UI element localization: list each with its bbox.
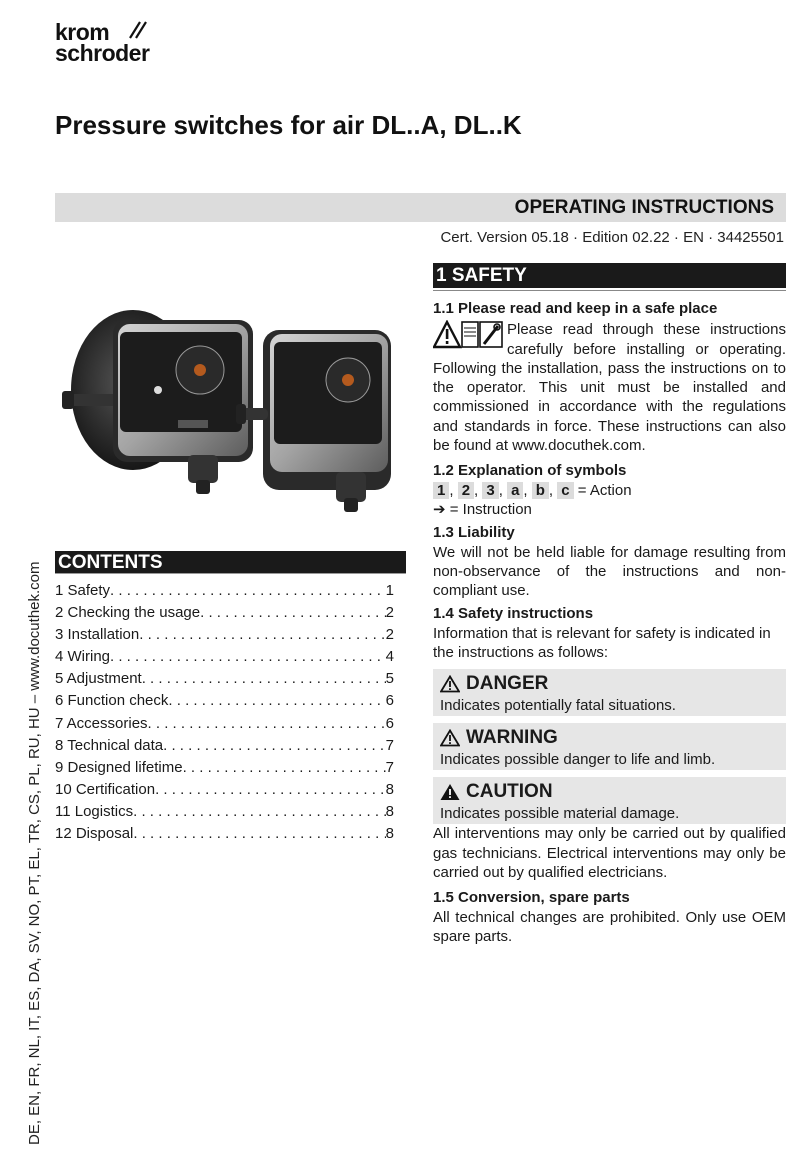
symbols-instruction-row (433, 500, 786, 519)
caution-heading (440, 780, 779, 804)
toc-item[interactable] (55, 624, 394, 646)
warning-triangle-icon (440, 675, 460, 693)
symbol-chip: 2 (458, 482, 474, 499)
section-1-1-text (433, 320, 786, 455)
contents-heading: CONTENTS (55, 551, 406, 573)
section-1-4-text: Information that is relevant for safety is indicated in the instructions as follows: (433, 624, 771, 662)
operating-instructions-label: OPERATING INSTRUCTIONS (514, 197, 774, 218)
toc-page: 8 (385, 780, 394, 798)
toc-page: 4 (385, 648, 394, 666)
section-1-4-title: 1.4 Safety instructions (433, 605, 594, 623)
toc-title: 8 Technical data (55, 736, 164, 754)
symbol-chip: a (507, 482, 523, 499)
toc-title: 5 Adjustment (55, 670, 142, 688)
toc-item[interactable] (55, 668, 394, 690)
toc-title: 4 Wiring (55, 648, 111, 666)
operating-instructions-bar (55, 193, 786, 222)
brand-logo (55, 19, 150, 66)
section-1-1-body: Please read through these instructions carefully before installing or operating. Following the installation, pass the instructions on to the operator. This unit must be installed and commissioned in accordance with the regulations and standards in force. These instructions can also be found at www.docuthek.com. (433, 321, 786, 455)
section-1-3-title: 1.3 Liability (433, 524, 515, 542)
toc-item[interactable] (55, 823, 394, 845)
toc-page: 8 (385, 825, 394, 843)
product-photo (58, 290, 430, 520)
warning-title: WARNING (466, 727, 558, 749)
toc-title: 6 Function check (55, 692, 169, 710)
toc-title: 3 Installation (55, 626, 140, 644)
symbol-chip: 3 (482, 482, 498, 499)
caution-title: CAUTION (466, 781, 553, 803)
warning-triangle-icon (440, 729, 460, 747)
danger-box (433, 669, 786, 716)
arrow-icon: ➔ (433, 500, 446, 518)
brand-line-1: krom (55, 19, 110, 45)
toc-item[interactable] (55, 602, 394, 624)
toc-item[interactable] (55, 801, 394, 823)
toc-page: 1 (385, 582, 394, 599)
toc-page: 7 (385, 736, 394, 754)
symbol-chip: c (557, 482, 573, 499)
toc-page: 2 (385, 626, 394, 644)
section-1-5-title: 1.5 Conversion, spare parts (433, 889, 630, 907)
toc-title: 10 Certification (55, 780, 156, 798)
toc-title: 11 Logistics (55, 802, 134, 820)
toc-page: 7 (385, 758, 394, 776)
brand-slashes-icon (120, 18, 150, 48)
document-title: Pressure switches for air DL..A, DL..K (55, 110, 522, 140)
brand-line-2: schroder (55, 39, 150, 66)
toc-page: 6 (385, 714, 394, 732)
toc-title: 9 Designed lifetime (55, 758, 183, 776)
toc-item[interactable] (55, 735, 394, 757)
caution-triangle-icon (440, 783, 460, 801)
toc-title: 2 Checking the usage (55, 604, 201, 622)
toc-page: 2 (385, 604, 394, 622)
toc-item[interactable] (55, 580, 394, 602)
caution-text: Indicates possible material damage. (440, 805, 680, 823)
section-1-1-title: 1.1 Please read and keep in a safe place (433, 300, 718, 317)
toc-item[interactable] (55, 779, 394, 801)
section-1-5-text: All technical changes are prohibited. Only use OEM spare parts. (433, 908, 786, 945)
danger-text: Indicates potentially fatal situations. (440, 697, 676, 715)
warning-text: Indicates possible danger to life and limb. (440, 751, 716, 769)
toc-page: 5 (385, 670, 394, 688)
toc-title: 7 Accessories (55, 714, 148, 732)
caution-box (433, 777, 786, 824)
symbol-chip: 1 (433, 482, 449, 499)
interventions-text: All interventions may only be carried out by qualified gas technicians. Electrical interventions may only be carried out by qualified electricians. (433, 825, 786, 881)
contents-divider (55, 573, 406, 574)
symbols-action-row: 1 , 2 , 3 , a , b , c = Action (433, 481, 786, 500)
action-label: = Action (577, 481, 632, 499)
table-of-contents (55, 580, 394, 845)
toc-title: 12 Disposal (55, 825, 134, 843)
danger-heading (440, 672, 779, 696)
toc-item[interactable] (55, 690, 394, 712)
toc-page: 6 (385, 692, 394, 710)
symbol-chip: b (532, 482, 549, 499)
warning-heading (440, 726, 779, 750)
safety-section (433, 263, 786, 946)
safety-divider (433, 290, 786, 291)
toc-title: 1 Safety (55, 582, 111, 599)
toc-item[interactable] (55, 757, 394, 779)
cert-version: Cert. Version 05.18 · Edition 02.22 · EN · 34425501 (440, 229, 784, 246)
instruction-label: = Instruction (449, 500, 532, 518)
toc-item[interactable] (55, 713, 394, 735)
section-1-2-title: 1.2 Explanation of symbols (433, 462, 627, 480)
languages-side-text: DE, EN, FR, NL, IT, ES, DA, SV, NO, PT, EL, TR, CS, PL, RU, HU – www.docuthek.com (26, 561, 43, 1145)
toc-item[interactable] (55, 646, 394, 668)
warning-box (433, 723, 786, 770)
toc-page: 8 (385, 802, 394, 820)
section-1-3-text: We will not be held liable for damage resulting from non-observance of the instructions and non-compliant use. (433, 543, 786, 600)
safety-heading: 1 SAFETY (433, 263, 786, 288)
danger-title: DANGER (466, 673, 549, 695)
read-instructions-icon (433, 320, 505, 350)
